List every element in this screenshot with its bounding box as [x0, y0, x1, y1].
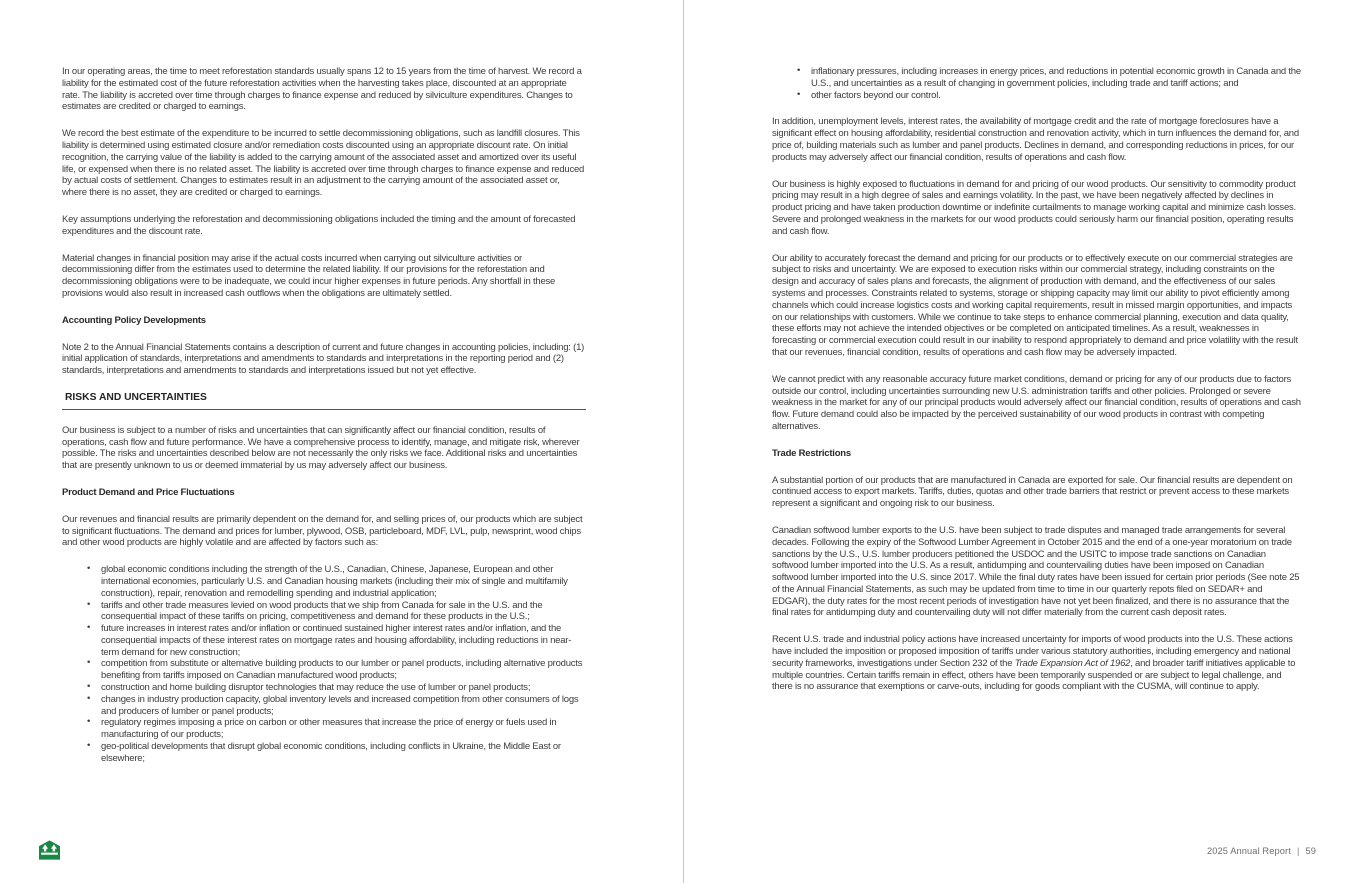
bullet-marker-icon: •	[87, 681, 91, 693]
paragraph: Key assumptions underlying the reforestation and decommissioning obligations included the timing and the amount of forecasted expenditures and the discount rate.	[62, 213, 576, 237]
bullet-item	[62, 717, 586, 741]
bullet-list	[62, 564, 586, 765]
text-run: , and broader tariff initiatives applicable to multiple countries. Certain tariffs remain in effect, others have been temporarily suspended or are subject to legal challenge, and there is no assurance that exemptions or carve-outs, including for goods compliant with the CUSMA, will continue to apply.	[772, 657, 1296, 693]
bullet-list	[772, 66, 1301, 101]
bullet-marker-icon: •	[87, 622, 91, 634]
paragraph: Canadian softwood lumber exports to the U.S. have been subject to trade disputes and managed trade arrangements for several decades. Following the expiry of the Softwood Lumber Agreement in October 2015 and the end of a one-year moratorium on trade sanctions by the U.S., U.S. lumber producers petitioned the USDOC and the USITC to impose trade sanctions on Canadian softwood lumber imported into the U.S. As a result, antidumping and countervailing duties have been imposed on Canadian softwood lumber imported into the U.S. since 2017. While the final duty rates have been issued for certain prior periods (See note 25 of the Annual Financial Statements, as such may be updated from time to time in our quarterly repots filed on SEDAR+ and EDGAR), the duty rates for the most recent periods of investigation have not yet been finalized, and there is no assurance that the final rates for antidumping duty and countervailing duty will not differ materially from the current cash deposit rates.	[772, 524, 1300, 619]
bullet-text: competition from substitute or alternative building products to our lumber or panel products, including alternative products benefiting from tariffs imposed on Canadian manufactured wood products;	[101, 658, 583, 682]
bullet-text: future increases in interest rates and/or inflation or continued sustained higher interest rates and/or inflation, and the consequential impacts of these interest rates on mortgage rates and housing affordability, including reductions in near-term demand for new construction;	[101, 623, 572, 658]
bullet-text: geo-political developments that disrupt global economic conditions, including conflicts in Ukraine, the Middle East or elsewhere;	[101, 741, 561, 764]
subheading: Trade Restrictions	[772, 447, 851, 459]
bullet-item	[62, 682, 586, 694]
bullet-item	[62, 623, 586, 658]
page-footer	[1207, 846, 1316, 856]
bullet-text: other factors beyond our control.	[811, 89, 941, 101]
bullet-text: global economic conditions including the strength of the U.S., Canadian, Chinese, Japanese, European and other international economies, particularly U.S. and Canadian housing markets (including their mix of single and multifamily construction), repair, renovation and remodelling spending and industrial application;	[101, 564, 568, 599]
bullet-marker-icon: •	[87, 740, 91, 752]
paragraph: We record the best estimate of the expenditure to be incurred to settle decommissioning obligations, such as landfill closures. This liability is determined using estimated closure and/or remediation costs discounted using an appropriate discount rate. On initial recognition, the carrying value of the liability is added to the carrying amount of the associated asset and amortized over its useful life, or expensed when there is no related asset. The liability is accreted over time through charges to finance expense and reduced by actual costs of settlement. Changes to estimates result in an adjustment to the carrying amount of the associated asset or, where there is no asset, they are credited or charged to earnings.	[62, 128, 585, 199]
bullet-marker-icon: •	[797, 88, 801, 100]
paragraph: In our operating areas, the time to meet reforestation standards usually spans 12 to 15 years from the time of harvest. We record a liability for the estimated cost of the future reforestation activities when the harvesting takes place, discounted at an appropriate rate. The liability is accreted over time through charges to finance expense and reduced by silviculture expenditures. Changes to estimates are credited or charged to earnings.	[62, 66, 582, 113]
paragraph: Our business is subject to a number of risks and uncertainties that can significantly affect our financial condition, results of operations, cash flow and future performance. We have a comprehensive process to identify, manage, and mitigate risk, wherever possible. The risks and uncertainties described below are not necessarily the only risks we face. Additional risks and uncertainties that are presently unknown to us or deemed immaterial by us may adversely affect our business.	[62, 424, 580, 472]
bullet-text: inflationary pressures, including increases in energy prices, and reductions in potential economic growth in Canada and the U.S., and uncertainties as a result of changing in government policies, including trade and tariff actions; and	[811, 66, 1301, 89]
bullet-text: tariffs and other trade measures levied on wood products that we ship from Canada for sale in the U.S. and the consequential impact of these tariffs on pricing, competitiveness and demand for these products in the U.S.;	[101, 599, 543, 623]
bullet-item	[62, 564, 586, 599]
report-title-label: 2025 Annual Report	[1206, 846, 1291, 856]
bullet-marker-icon: •	[797, 65, 801, 76]
page-right-text-column	[772, 66, 1301, 708]
bullet-marker-icon: •	[87, 598, 91, 610]
italic-text-run: Trade Expansion Act of 1962	[1014, 657, 1131, 669]
bullet-item	[62, 600, 586, 624]
bullet-text: construction and home building disruptor technologies that may reduce the use of lumber or panel products;	[101, 682, 531, 694]
subheading: Product Demand and Price Fluctuations	[62, 486, 235, 498]
paragraph: Note 2 to the Annual Financial Statements contains a description of current and future changes in accounting policies, including: (1) initial application of standards, interpretations and amendments to standards and interpretations in the reporting period and (2) standards, interpretations and amendments to standards and interpretations issued but not yet effective.	[62, 341, 585, 377]
bullet-marker-icon: •	[87, 657, 91, 669]
paragraph: A substantial portion of our products that are manufactured in Canada are exported for sale. Our financial results are dependent on continued access to export markets. Tariffs, duties, quotas and other trade barriers that restrict or prevent access to these markets represent a significant and ongoing risk to our business.	[772, 474, 1293, 510]
text-run: Recent U.S. trade and industrial policy actions have increased uncertainty for imports of wood products into the U.S. These actions have included the imposition or proposed imposition of tariffs under various statutory authorities, including emergency and national security frameworks, investigations under Section 232 of the	[772, 634, 1293, 669]
paragraph: In addition, unemployment levels, interest rates, the availability of mortgage credit and the rate of mortgage foreclosures have a significant effect on housing affordability, residential construction and renovation activity, which in turn influences the demand for, and price of, building materials such as lumber and panel products. Declines in demand, and corresponding reductions in prices, for our products may adversely affect our financial condition, results of operations and cash flow.	[772, 116, 1299, 163]
paragraph: Our revenues and financial results are primarily dependent on the demand for, and selling prices of, our products which are subject to significant fluctuations. The demand and prices for lumber, plywood, OSB, particleboard, MDF, LVL, pulp, newsprint, wood chips and other wood products are highly volatile and are affected by factors such as:	[62, 513, 583, 549]
paragraph: Our ability to accurately forecast the demand and pricing for our products or to effectively execute on our commercial strategies are subject to risks and uncertainty. We are exposed to execution risks within our commercial strategy, including constraints on the design and accuracy of sales plans and forecasts, the alignment of production with demand, and the effectiveness of our sales systems and processes. Constraints related to systems, storage or shipping capacity may limit our ability to pivot efficiently among channels which could increase logistics costs and working capital requirements, result in missed margin opportunities, and impacts on our relationships with customers. While we continue to take steps to enhance commercial planning, execution and data quality, these efforts may not achieve the intended objectives or be completed on anticipated timelines. As a result, weaknesses in forecasting or commercial execution could result in our inability to respond appropriately to demand and price volatility with the result that our revenues, financial condition, results of operations and cash flow may be adversely impacted.	[772, 252, 1298, 358]
paragraph: Our business is highly exposed to fluctuations in demand for and pricing of our wood products. Our sensitivity to commodity product pricing may result in a high degree of sales and earnings volatility. In the past, we have been negatively affected by declines in product pricing and have taken production downtime or indefinite curtailments to manage working capital and minimize cash losses. Severe and prolonged weakness in the markets for our wood products could seriously harm our financial position, operating results and cash flow.	[772, 178, 1296, 237]
page-left-text-column	[62, 66, 586, 780]
bullet-text: changes in industry production capacity, global inventory levels and increased competition from other consumers of logs and producers of lumber or panel products;	[101, 693, 579, 717]
bullet-item	[62, 658, 586, 682]
bullet-item	[772, 90, 1301, 102]
bullet-marker-icon: •	[87, 692, 91, 704]
bullet-item	[62, 741, 586, 765]
page-divider-line	[683, 0, 684, 883]
subheading: Accounting Policy Developments	[62, 314, 206, 326]
paragraph	[772, 634, 1301, 693]
footer-separator: |	[1296, 846, 1300, 856]
bullet-item	[772, 66, 1301, 90]
page-number: 59	[1305, 846, 1316, 856]
company-logo-icon	[39, 840, 60, 860]
section-heading: RISKS AND UNCERTAINTIES	[62, 392, 586, 410]
paragraph: We cannot predict with any reasonable accuracy future market conditions, demand or pricing for any of our products due to factors outside our control, including uncertainties surrounding new U.S. administration tariffs and other policies. Prolonged or severe weakness in the market for any of our principal products would adversely affect our financial condition, results of operations and cash flow. Future demand could also be impacted by the perceived sustainability of our wood products in contrast with competing alternatives.	[772, 373, 1301, 432]
bullet-marker-icon: •	[87, 563, 91, 575]
paragraph: Material changes in financial position may arise if the actual costs incurred when carrying out silviculture activities or decommissioning differ from the estimates used to determine the related liability. If our provisions for the reforestation and decommissioning obligations were to be inadequate, we could incur higher expenses in future periods. Any shortfall in these provisions would also result in increased cash outflows when the obligations are ultimately settled.	[62, 252, 556, 299]
bullet-marker-icon: •	[87, 716, 91, 728]
bullet-text: regulatory regimes imposing a price on carbon or other measures that increase the price of energy or fuels used in manufacturing of our products;	[101, 717, 557, 741]
bullet-item	[62, 694, 586, 718]
